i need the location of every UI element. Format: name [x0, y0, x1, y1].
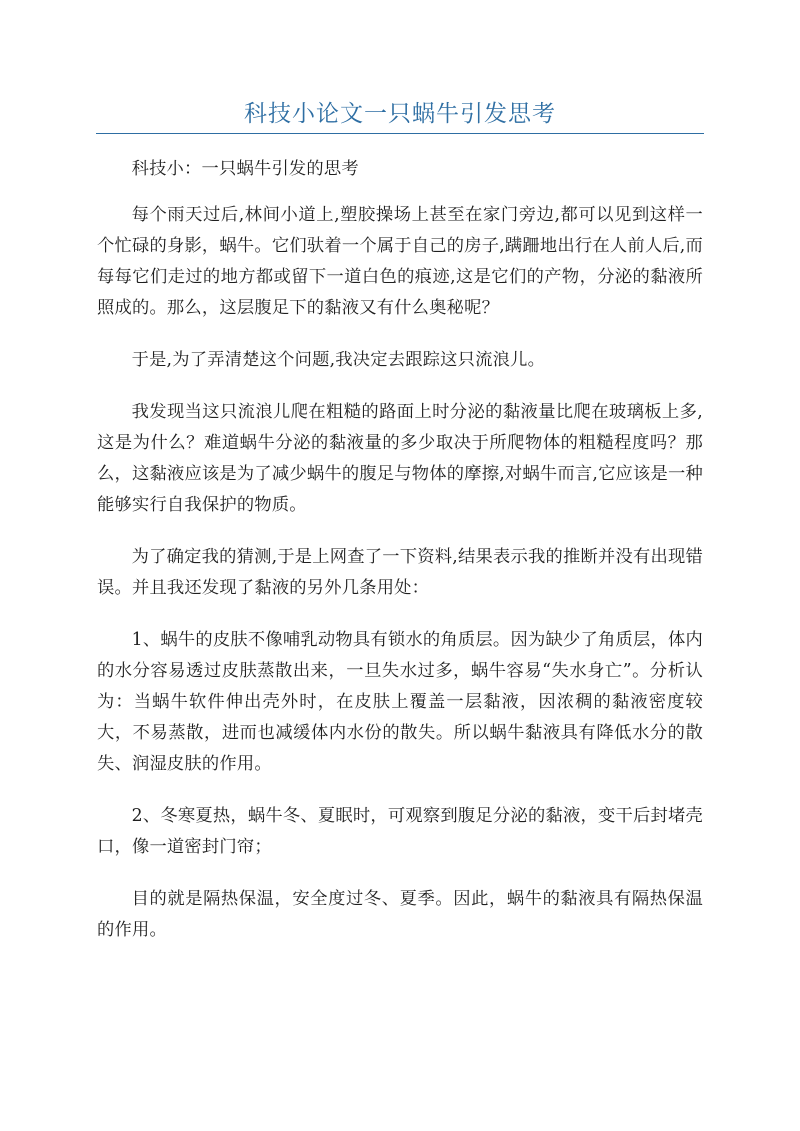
paragraph-research: 为了确定我的猜测,于是上网查了一下资料,结果表示我的推断并没有出现错误。并且我还发现了黏液的另外几条用处： [97, 547, 703, 598]
paragraph-point-2: 2、冬寒夏热，蜗牛冬、夏眠时，可观察到腹足分泌的黏液，变干后封堵壳口，像一道密封门帘； [97, 806, 703, 857]
paragraph-observation: 我发现当这只流浪儿爬在粗糙的路面上时分泌的黏液量比爬在玻璃板上多,这是为什么？难道蜗牛分泌的黏液量的多少取决于所爬物体的粗糙程度吗？那么，这黏液应该是为了减少蜗牛的腹足与物体的摩擦,对蜗牛而言,它应该是一种能够实行自我保护的物质。 [97, 402, 703, 515]
paragraph-point-1: 1、蜗牛的皮肤不像哺乳动物具有锁水的角质层。因为缺少了角质层，体内的水分容易透过皮肤蒸散出来，一旦失水过多，蜗牛容易“失水身亡”。分析认为：当蜗牛软件伸出壳外时，在皮肤上覆盖一层黏液，因浓稠的黏液密度较大，不易蒸散，进而也减缓体内水份的散失。所以蜗牛黏液具有降低水分的散失、润湿皮肤的作用。 [97, 630, 703, 774]
paragraph-conclusion: 目的就是隔热保温，安全度过冬、夏季。因此，蜗牛的黏液具有隔热保温的作用。 [97, 889, 703, 940]
title-underline [96, 133, 704, 134]
paragraph-decision: 于是,为了弄清楚这个问题,我决定去跟踪这只流浪儿。 [131, 350, 546, 370]
document-title: 科技小论文一只蜗牛引发思考 [244, 101, 556, 127]
paragraph-subtitle: 科技小：一只蜗牛引发的思考 [131, 159, 359, 179]
paragraph-intro: 每个雨天过后,林间小道上,塑胶操场上甚至在家门旁边,都可以见到这样一个忙碌的身影，蜗牛。它们驮着一个属于自己的房子,蹒跚地出行在人前人后,而每每它们走过的地方都或留下一道白色的痕迹,这是它们的产物，分泌的黏液所照成的。那么，这层腹足下的黏液又有什么奥秘呢？ [97, 205, 703, 318]
document-body [97, 154, 703, 967]
